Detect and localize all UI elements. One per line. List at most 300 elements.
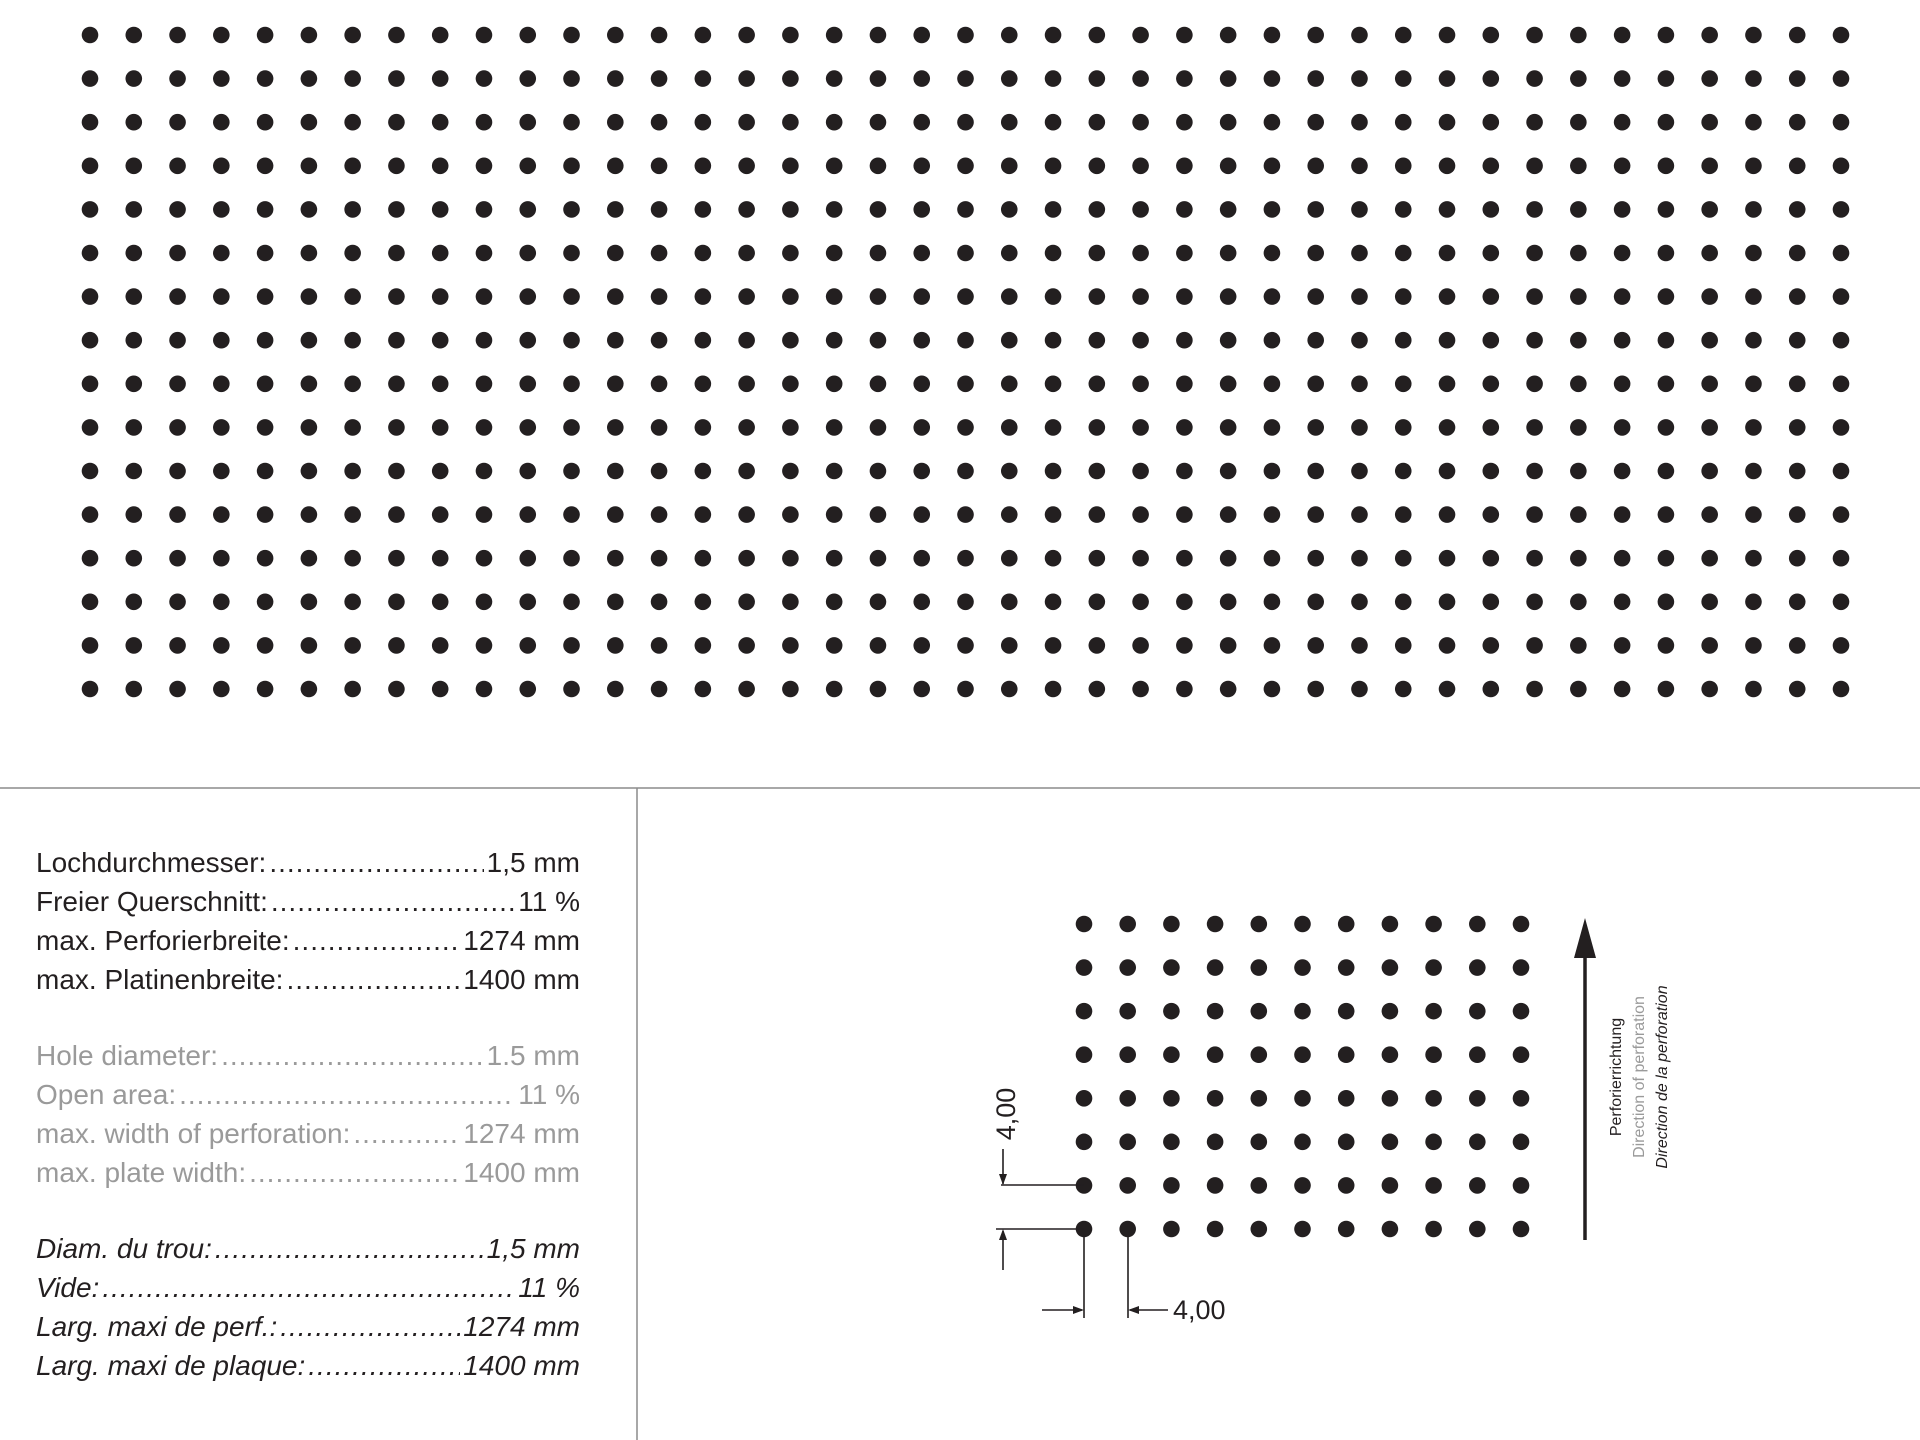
leader-dots (280, 1311, 460, 1343)
hole (695, 245, 712, 262)
hole (1745, 114, 1762, 131)
spec-row (36, 1079, 580, 1118)
hole (1338, 916, 1355, 933)
hole (1745, 245, 1762, 262)
hole (1701, 288, 1718, 305)
hole (1045, 463, 1062, 480)
hole (1526, 419, 1543, 436)
hole (82, 245, 99, 262)
hole (826, 594, 843, 611)
hole (1395, 594, 1412, 611)
hole (1526, 332, 1543, 349)
hole (1163, 959, 1180, 976)
hole (738, 550, 755, 567)
hole (1789, 27, 1806, 44)
hole (1001, 332, 1018, 349)
hole (301, 70, 318, 87)
hole (782, 245, 799, 262)
hole (563, 70, 580, 87)
hole (1789, 550, 1806, 567)
hole (1220, 201, 1237, 218)
hole (563, 158, 580, 175)
hole (125, 594, 142, 611)
hole (1526, 114, 1543, 131)
hole (476, 27, 493, 44)
vertical-pitch-label: 4,00 (991, 1087, 1021, 1141)
spec-value: 1,5 mm (486, 847, 580, 878)
hole (1264, 594, 1281, 611)
hole (738, 419, 755, 436)
hole (913, 506, 930, 523)
hole (1745, 594, 1762, 611)
hole (344, 332, 361, 349)
hole (957, 419, 974, 436)
hole (1425, 916, 1442, 933)
hole (738, 594, 755, 611)
hole (476, 550, 493, 567)
hole (1338, 1221, 1355, 1238)
direction-arrow (1574, 918, 1596, 1240)
hole (301, 637, 318, 654)
hole (1469, 959, 1486, 976)
hole (388, 681, 405, 698)
spec-label: max. Platinenbreite: (36, 964, 284, 995)
spec-row (36, 886, 580, 925)
hole (301, 201, 318, 218)
hole (870, 27, 887, 44)
hole (1351, 114, 1368, 131)
hole (519, 594, 536, 611)
hole (1176, 376, 1193, 393)
hole (1294, 1046, 1311, 1063)
hole (344, 550, 361, 567)
hole (476, 506, 493, 523)
hole (1132, 550, 1149, 567)
hole (82, 681, 99, 698)
hole (82, 158, 99, 175)
hole (957, 594, 974, 611)
hole (1076, 1046, 1093, 1063)
hole (1701, 201, 1718, 218)
arrowhead-left-icon (1128, 1306, 1139, 1314)
hole (1307, 245, 1324, 262)
hole (125, 27, 142, 44)
hole (1570, 376, 1587, 393)
hole (782, 332, 799, 349)
hole (695, 419, 712, 436)
leader-dots (293, 925, 461, 957)
hole (913, 114, 930, 131)
hole (1439, 550, 1456, 567)
hole (1220, 506, 1237, 523)
hole (957, 506, 974, 523)
hole (1483, 506, 1500, 523)
hole (1220, 332, 1237, 349)
hole (1395, 550, 1412, 567)
hole (1701, 550, 1718, 567)
hole (1207, 1221, 1224, 1238)
hole (1251, 1046, 1268, 1063)
hole (695, 114, 712, 131)
hole (1089, 288, 1106, 305)
hole (344, 637, 361, 654)
leader-dots (269, 847, 483, 879)
hole (82, 70, 99, 87)
hole (1307, 70, 1324, 87)
hole (738, 70, 755, 87)
spec-list-french (36, 1233, 580, 1389)
hole (301, 158, 318, 175)
hole (1833, 637, 1850, 654)
hole (257, 506, 274, 523)
hole (1833, 201, 1850, 218)
hole (213, 419, 230, 436)
hole (1483, 201, 1500, 218)
leader-dots (353, 1118, 460, 1150)
hole (1614, 158, 1631, 175)
hole (1701, 245, 1718, 262)
hole (432, 681, 449, 698)
hole (388, 70, 405, 87)
hole (169, 463, 186, 480)
hole (432, 594, 449, 611)
hole (1338, 959, 1355, 976)
spec-value: 1400 mm (463, 1157, 580, 1188)
hole (1076, 1003, 1093, 1020)
hole (1439, 594, 1456, 611)
hole (1119, 1003, 1136, 1020)
hole (1614, 288, 1631, 305)
hole (1439, 376, 1456, 393)
hole (1614, 201, 1631, 218)
hole (1614, 506, 1631, 523)
hole (1089, 550, 1106, 567)
hole (1382, 1177, 1399, 1194)
hole (1513, 1046, 1530, 1063)
hole (651, 158, 668, 175)
hole (738, 27, 755, 44)
spec-value: 1274 mm (463, 1311, 580, 1342)
hole (1469, 1221, 1486, 1238)
hole (1001, 419, 1018, 436)
hole (1382, 1134, 1399, 1151)
hole (169, 637, 186, 654)
hole (1439, 332, 1456, 349)
leader-dots (221, 1040, 484, 1072)
hole (782, 637, 799, 654)
hole (1439, 70, 1456, 87)
hole (519, 27, 536, 44)
hole (82, 419, 99, 436)
hole (519, 463, 536, 480)
hole (651, 550, 668, 567)
hole (695, 681, 712, 698)
hole (1658, 70, 1675, 87)
hole (1045, 245, 1062, 262)
hole (213, 114, 230, 131)
hole (1307, 27, 1324, 44)
hole (782, 594, 799, 611)
hole (1614, 550, 1631, 567)
hole (1163, 1177, 1180, 1194)
hole (782, 27, 799, 44)
hole (213, 463, 230, 480)
spec-value: 11 % (518, 886, 580, 917)
hole (388, 376, 405, 393)
hole (257, 158, 274, 175)
hole (388, 594, 405, 611)
arrowhead-up-icon (999, 1229, 1007, 1240)
arrowhead-right-icon (1073, 1306, 1084, 1314)
hole (1425, 1221, 1442, 1238)
spec-label: Diam. du trou: (36, 1233, 212, 1264)
hole (1045, 332, 1062, 349)
spec-row (36, 1118, 580, 1157)
hole (1264, 288, 1281, 305)
hole (344, 506, 361, 523)
hole (782, 506, 799, 523)
hole (1833, 506, 1850, 523)
hole (82, 376, 99, 393)
hole (432, 463, 449, 480)
hole (1264, 332, 1281, 349)
hole (1833, 27, 1850, 44)
hole (1001, 376, 1018, 393)
hole (1745, 463, 1762, 480)
hole (1425, 959, 1442, 976)
spec-row (36, 847, 580, 886)
hole (1469, 1134, 1486, 1151)
hole (1307, 376, 1324, 393)
hole (1833, 332, 1850, 349)
hole (1658, 245, 1675, 262)
hole (1701, 158, 1718, 175)
hole (1745, 681, 1762, 698)
hole (1614, 463, 1631, 480)
hole (125, 70, 142, 87)
hole (957, 70, 974, 87)
hole (125, 681, 142, 698)
hole (1614, 114, 1631, 131)
hole (1382, 1046, 1399, 1063)
hole (1701, 594, 1718, 611)
hole (519, 332, 536, 349)
hole (1351, 419, 1368, 436)
hole (476, 419, 493, 436)
hole (82, 463, 99, 480)
hole (1425, 1046, 1442, 1063)
hole (388, 288, 405, 305)
hole (476, 332, 493, 349)
hole (870, 506, 887, 523)
hole (826, 114, 843, 131)
leader-dots (102, 1272, 515, 1304)
hole (1338, 1134, 1355, 1151)
hole (344, 158, 361, 175)
hole (913, 158, 930, 175)
hole (563, 419, 580, 436)
hole (782, 114, 799, 131)
hole (1614, 681, 1631, 698)
hole (1513, 1134, 1530, 1151)
hole (82, 637, 99, 654)
spec-label: max. width of perforation: (36, 1118, 351, 1149)
hole (82, 27, 99, 44)
leader-dots (179, 1079, 515, 1111)
hole (476, 288, 493, 305)
hole (1745, 419, 1762, 436)
hole (1119, 1134, 1136, 1151)
hole (695, 506, 712, 523)
hole (213, 201, 230, 218)
hole (1001, 463, 1018, 480)
hole (870, 419, 887, 436)
hole (563, 550, 580, 567)
hole (1745, 332, 1762, 349)
hole (82, 506, 99, 523)
hole (1176, 419, 1193, 436)
hole (1382, 1003, 1399, 1020)
hole (213, 70, 230, 87)
hole (1307, 332, 1324, 349)
hole (1264, 114, 1281, 131)
hole (301, 288, 318, 305)
hole (169, 27, 186, 44)
hole (782, 70, 799, 87)
hole (1264, 419, 1281, 436)
hole (1833, 288, 1850, 305)
hole (1207, 1046, 1224, 1063)
hole (1395, 114, 1412, 131)
hole (1614, 637, 1631, 654)
hole (1789, 245, 1806, 262)
hole (1395, 245, 1412, 262)
hole (1163, 1003, 1180, 1020)
hole (1089, 158, 1106, 175)
hole (651, 201, 668, 218)
hole (1395, 158, 1412, 175)
hole (1701, 463, 1718, 480)
hole (1264, 70, 1281, 87)
hole (1307, 158, 1324, 175)
hole (957, 376, 974, 393)
direction-label-de: Perforierrichtung (1608, 1017, 1625, 1137)
hole (1526, 201, 1543, 218)
hole (1176, 114, 1193, 131)
spec-row (36, 1311, 580, 1350)
hole (1425, 1177, 1442, 1194)
hole (1220, 158, 1237, 175)
hole (607, 506, 624, 523)
hole (1833, 158, 1850, 175)
hole (1382, 959, 1399, 976)
hole (782, 550, 799, 567)
hole (1176, 70, 1193, 87)
hole (1001, 245, 1018, 262)
hole (388, 332, 405, 349)
hole (1163, 1134, 1180, 1151)
hole (1382, 1090, 1399, 1107)
hole (1701, 637, 1718, 654)
hole (1658, 332, 1675, 349)
hole (1264, 201, 1281, 218)
hole (782, 201, 799, 218)
hole (1483, 681, 1500, 698)
hole (519, 245, 536, 262)
hole (1264, 158, 1281, 175)
hole (519, 550, 536, 567)
hole (563, 114, 580, 131)
hole (1176, 506, 1193, 523)
hole (782, 681, 799, 698)
hole (1658, 681, 1675, 698)
hole (870, 70, 887, 87)
hole (1045, 376, 1062, 393)
hole (1220, 637, 1237, 654)
hole (1089, 27, 1106, 44)
hole (1119, 916, 1136, 933)
hole (651, 376, 668, 393)
hole (1307, 114, 1324, 131)
hole (1395, 681, 1412, 698)
hole (1658, 288, 1675, 305)
hole (1526, 245, 1543, 262)
hole (1658, 158, 1675, 175)
hole (651, 114, 668, 131)
hole (1745, 637, 1762, 654)
hole (344, 201, 361, 218)
hole (1570, 70, 1587, 87)
hole (1745, 27, 1762, 44)
hole (607, 594, 624, 611)
hole (870, 550, 887, 567)
hole (1439, 27, 1456, 44)
hole (870, 376, 887, 393)
hole (388, 27, 405, 44)
hole (563, 637, 580, 654)
hole (1132, 114, 1149, 131)
hole (957, 158, 974, 175)
hole (1307, 506, 1324, 523)
hole (1207, 1134, 1224, 1151)
hole (213, 506, 230, 523)
hole (1526, 70, 1543, 87)
hole (1294, 1090, 1311, 1107)
hole (738, 506, 755, 523)
hole (738, 201, 755, 218)
hole (1526, 594, 1543, 611)
hole (125, 245, 142, 262)
hole (432, 114, 449, 131)
spec-list-german (36, 847, 580, 1003)
hole (1789, 332, 1806, 349)
hole (213, 27, 230, 44)
hole (1176, 463, 1193, 480)
hole (257, 201, 274, 218)
hole (1425, 1003, 1442, 1020)
hole (913, 201, 930, 218)
hole (563, 506, 580, 523)
leader-dots (286, 964, 460, 996)
hole (1251, 1090, 1268, 1107)
hole (1001, 288, 1018, 305)
hole (1132, 376, 1149, 393)
hole (213, 376, 230, 393)
hole (1045, 419, 1062, 436)
hole (257, 332, 274, 349)
hole (169, 332, 186, 349)
spec-label: Freier Querschnitt: (36, 886, 268, 917)
